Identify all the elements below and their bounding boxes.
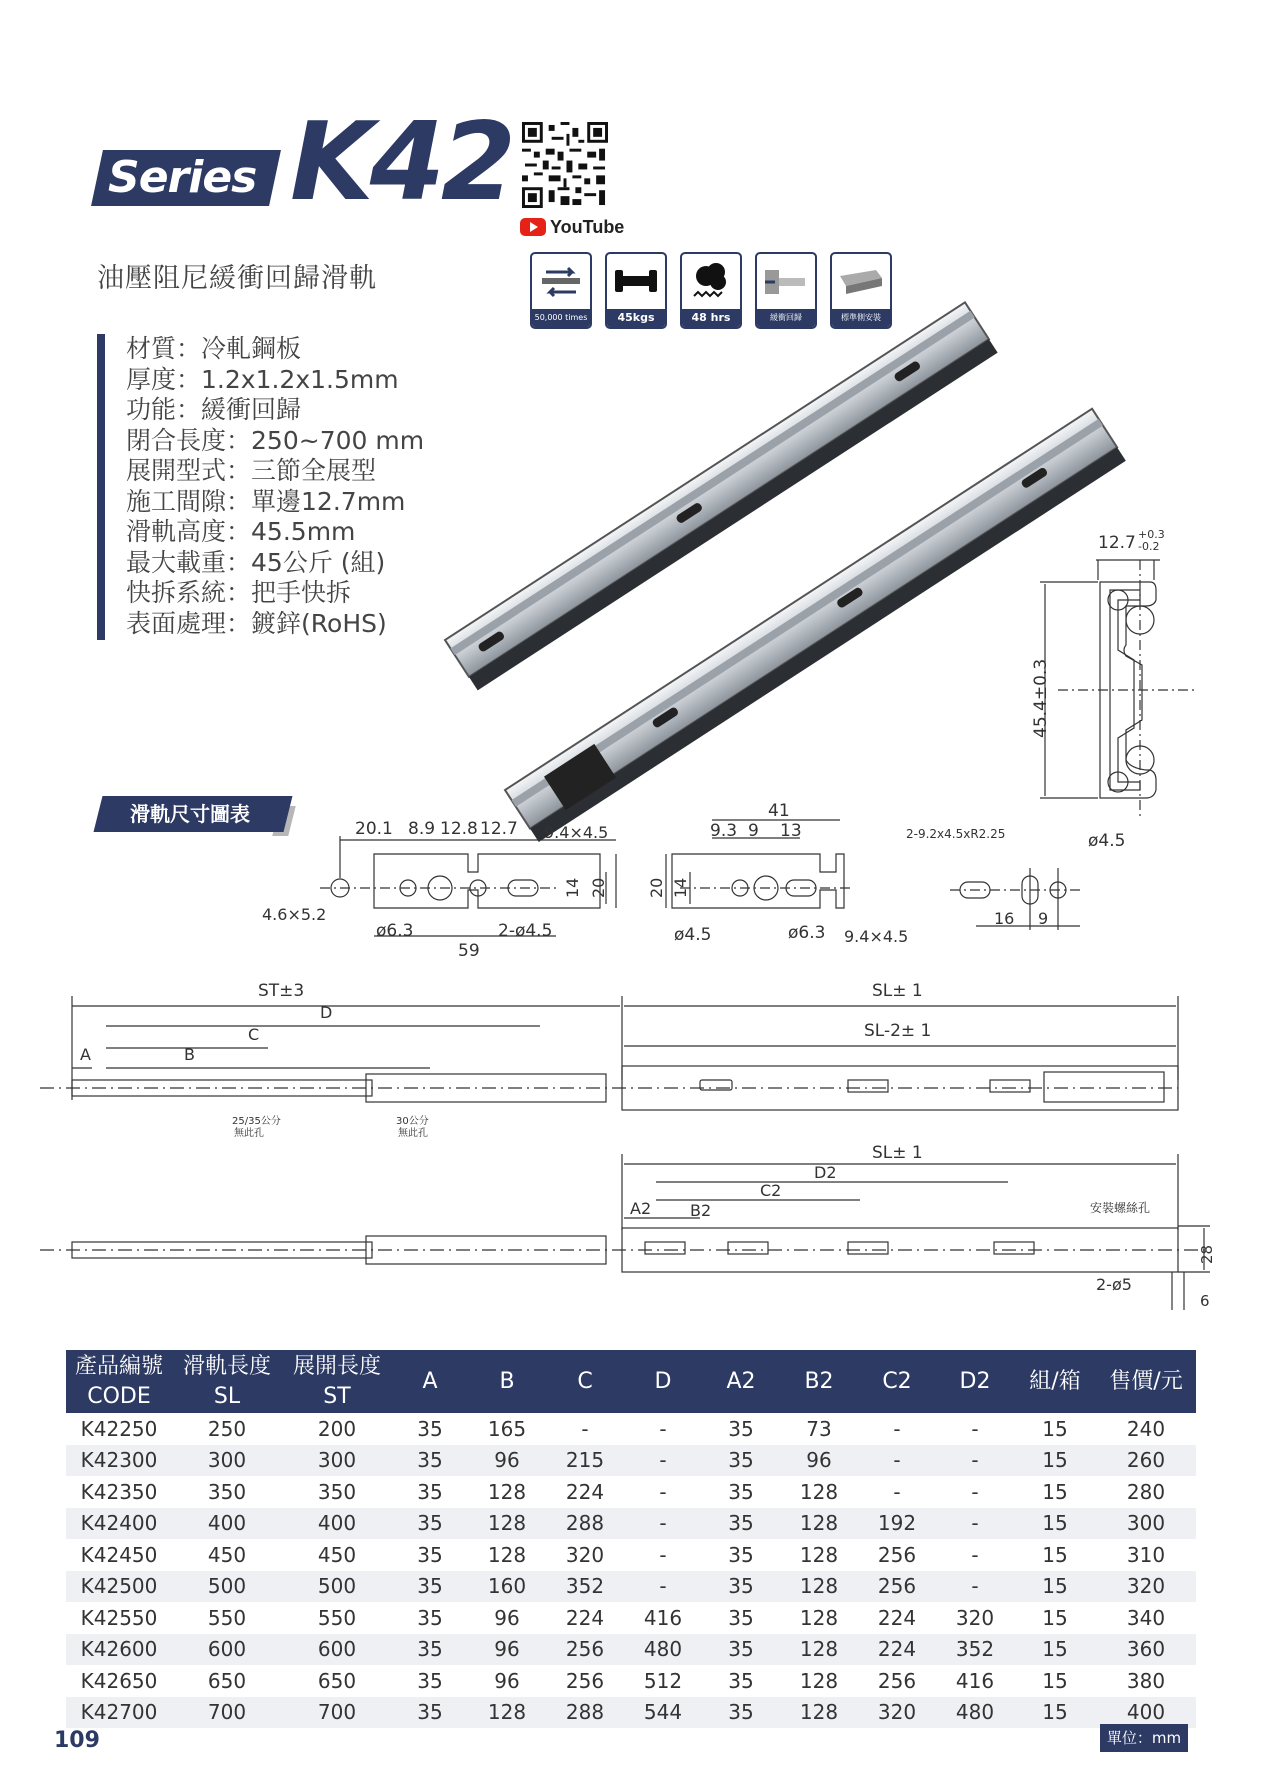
table-cell: 500 [172, 1571, 282, 1603]
dim-a-label: A [80, 1045, 91, 1064]
table-cell: 340 [1126, 1605, 1166, 1630]
table-cell: 600 [282, 1634, 392, 1666]
table-cell: 480 [936, 1697, 1014, 1729]
table-cell: K42450 [80, 1542, 158, 1567]
table-cell: 35 [728, 1479, 754, 1504]
col-d: D [624, 1350, 702, 1413]
note-2535-line1: 25/35公分 [232, 1116, 281, 1127]
dim-16: 16 [994, 909, 1015, 928]
table-cell: 200 [317, 1416, 357, 1441]
note-30-line2: 無此孔 [398, 1128, 428, 1139]
feature-label: 標準側安裝 [832, 309, 890, 327]
table-cell: 280 [1126, 1479, 1166, 1504]
table-cell: K42600 [66, 1634, 172, 1666]
table-cell: 224 [565, 1479, 605, 1504]
table-cell: 128 [468, 1508, 546, 1540]
mount-hole-label: 安裝螺絲孔 [1090, 1201, 1151, 1215]
table-cell: 300 [1096, 1508, 1196, 1540]
table-cell: - [936, 1571, 1014, 1603]
table-cell: 544 [624, 1697, 702, 1729]
page-number: 109 [54, 1728, 100, 1753]
dim-8-9: 8.9 [408, 819, 436, 839]
dim-12-7: 12.7 [480, 819, 518, 839]
dim-4-5-a: ø4.5 [674, 925, 712, 945]
table-cell: 35 [702, 1445, 780, 1477]
table-cell: 35 [728, 1542, 754, 1567]
table-cell: 400 [282, 1508, 392, 1540]
col-c2: C2 [858, 1350, 936, 1413]
slide-rail-photo [445, 302, 1126, 842]
table-cell: 650 [317, 1668, 357, 1693]
table-cell: 256 [858, 1571, 936, 1603]
table-cell: - [936, 1445, 1014, 1477]
table-cell: 15 [1042, 1605, 1068, 1630]
dim-2-4-5: 2-ø4.5 [498, 921, 553, 941]
dim-20-b: 20 [647, 877, 666, 898]
table-cell: 35 [392, 1508, 468, 1540]
table-cell: 310 [1126, 1542, 1166, 1567]
note-2535-line2: 無此孔 [234, 1128, 264, 1139]
table-row [66, 1413, 1196, 1445]
dim-2-9-2: 2-9.2x4.5xR2.25 [906, 827, 1006, 841]
table-cell: 380 [1126, 1668, 1166, 1693]
table-cell: - [659, 1479, 667, 1504]
closed-slide-drawing [40, 1154, 1210, 1310]
table-cell: 128 [799, 1605, 839, 1630]
dim-4-6: 4.6×5.2 [262, 905, 327, 924]
spec-row: 閉合長度：250~700 mm [126, 425, 425, 455]
table-cell: - [581, 1416, 589, 1441]
table-cell: - [858, 1445, 936, 1477]
table-cell: 700 [172, 1697, 282, 1729]
spec-row: 快拆系統：把手快拆 [126, 578, 352, 607]
table-cell: 160 [468, 1571, 546, 1603]
table-row [66, 1571, 1196, 1603]
dim-slot-2: 9.4×4.5 [844, 927, 909, 946]
spec-row: 厚度：1.2x1.2x1.5mm [126, 364, 399, 394]
table-cell: 35 [392, 1697, 468, 1729]
spec-row: 材質：冷軋鋼板 [126, 334, 302, 363]
table-cell: 360 [1096, 1634, 1196, 1666]
dim-6: 6 [1200, 1292, 1210, 1310]
table-body [66, 1413, 1196, 1728]
col-d2: D2 [936, 1350, 1014, 1413]
table-cell: - [971, 1416, 979, 1441]
feature-label: 緩衝回歸 [757, 309, 815, 327]
table-cell: 352 [936, 1634, 1014, 1666]
table-cell: K42250 [80, 1416, 158, 1441]
table-cell: 192 [858, 1508, 936, 1540]
table-cell: 35 [417, 1479, 443, 1504]
note-30-line1: 30公分 [396, 1116, 429, 1127]
table-cell: K42300 [66, 1445, 172, 1477]
table-cell: 215 [546, 1445, 624, 1477]
dim-4-5-b: ø4.5 [1088, 831, 1126, 851]
table-cell: 15 [1042, 1479, 1068, 1504]
table-cell: 128 [799, 1668, 839, 1693]
table-row [66, 1508, 1196, 1540]
table-cell: 224 [858, 1634, 936, 1666]
table-row [66, 1634, 1196, 1666]
table-cell: 35 [702, 1571, 780, 1603]
dim-14-b: 14 [671, 877, 690, 898]
table-cell: 96 [494, 1668, 520, 1693]
spec-row: 表面處理：鍍鋅(RoHS) [126, 608, 387, 638]
rail-cross-section [1040, 560, 1196, 820]
table-cell: 450 [317, 1542, 357, 1567]
table-row [66, 1665, 1196, 1697]
table-cell: 250 [207, 1416, 247, 1441]
table-cell: 128 [468, 1697, 546, 1729]
col-a2: A2 [702, 1350, 780, 1413]
table-cell: 15 [1042, 1668, 1068, 1693]
dim-9-b: 9 [1038, 909, 1049, 928]
col-price: 售價/元 [1096, 1350, 1196, 1413]
dim-2-5: 2-ø5 [1096, 1275, 1132, 1294]
table-cell: - [624, 1508, 702, 1540]
youtube-label: YouTube [550, 216, 625, 237]
table-cell: 165 [487, 1416, 527, 1441]
table-cell: 35 [392, 1445, 468, 1477]
table-cell: 128 [487, 1479, 527, 1504]
table-cell: - [624, 1445, 702, 1477]
dim-sl-2: SL-2± 1 [864, 1021, 932, 1041]
table-cell: 224 [565, 1605, 605, 1630]
table-cell: 35 [702, 1634, 780, 1666]
table-cell: 650 [207, 1668, 247, 1693]
extended-slide-drawing [40, 996, 1178, 1110]
table-row [66, 1476, 1196, 1508]
table-cell: 128 [799, 1542, 839, 1567]
dim-b2: B2 [690, 1201, 712, 1220]
table-cell: K42550 [80, 1605, 158, 1630]
table-cell: 128 [780, 1508, 858, 1540]
table-cell: 15 [1042, 1416, 1068, 1441]
dim-b-label: B [184, 1045, 195, 1064]
table-cell: 35 [728, 1668, 754, 1693]
table-cell: - [936, 1508, 1014, 1540]
dim-9: 9 [748, 821, 759, 841]
table-cell: K42350 [80, 1479, 158, 1504]
dim-c-label: C [248, 1025, 260, 1044]
table-row [66, 1539, 1196, 1571]
table-cell: 288 [546, 1508, 624, 1540]
dim-59: 59 [458, 941, 480, 961]
table-row [66, 1602, 1196, 1634]
table-cell: 416 [643, 1605, 683, 1630]
table-cell: 300 [282, 1445, 392, 1477]
dim-6-3-b: ø6.3 [788, 923, 826, 943]
table-cell: 450 [207, 1542, 247, 1567]
table-cell: 15 [1014, 1571, 1096, 1603]
col-c: C [546, 1350, 624, 1413]
model-title: K42 [290, 100, 512, 225]
table-cell: 320 [858, 1697, 936, 1729]
table-row [66, 1445, 1196, 1477]
table-cell: 400 [172, 1508, 282, 1540]
table-cell: 73 [806, 1416, 832, 1441]
table-row [66, 1697, 1196, 1729]
spec-row: 最大載重：45公斤 (組) [126, 547, 386, 577]
table-cell: 256 [565, 1668, 605, 1693]
table-cell: 224 [877, 1605, 917, 1630]
profile-height: 45.4±0.3 [1031, 658, 1051, 738]
dim-d-label: D [320, 1003, 333, 1022]
table-cell: 352 [546, 1571, 624, 1603]
table-cell: 35 [392, 1634, 468, 1666]
feature-label: 50,000 times [532, 309, 590, 327]
table-cell: 15 [1042, 1542, 1068, 1567]
section-label: 滑軌尺寸圖表 [130, 802, 250, 826]
table-cell: 288 [546, 1697, 624, 1729]
dim-a2: A2 [630, 1199, 652, 1218]
table-cell: 15 [1014, 1697, 1096, 1729]
table-cell: 128 [487, 1542, 527, 1567]
table-cell: - [971, 1479, 979, 1504]
spec-table [66, 1350, 1196, 1728]
dim-13: 13 [780, 821, 802, 841]
table-cell: - [971, 1542, 979, 1567]
dim-d2: D2 [814, 1163, 837, 1182]
table-cell: 15 [1014, 1445, 1096, 1477]
col-code: 產品編號 CODE [66, 1350, 172, 1413]
table-cell: 35 [702, 1508, 780, 1540]
table-cell: 600 [172, 1634, 282, 1666]
dim-20-a: 20 [589, 877, 608, 898]
table-cell: 96 [468, 1445, 546, 1477]
spec-row: 展開型式：三節全展型 [126, 456, 377, 485]
profile-tol-minus: -0.2 [1138, 540, 1160, 553]
table-cell: 256 [546, 1634, 624, 1666]
dim-6-3-a: ø6.3 [376, 921, 414, 941]
table-cell: 700 [282, 1697, 392, 1729]
table-cell: K42400 [66, 1508, 172, 1540]
table-cell: 128 [780, 1634, 858, 1666]
spec-row: 功能：緩衝回歸 [126, 395, 302, 424]
table-cell: 260 [1096, 1445, 1196, 1477]
table-cell: 35 [702, 1697, 780, 1729]
dim-st: ST±3 [258, 981, 305, 1001]
table-cell: 128 [780, 1697, 858, 1729]
table-cell: - [659, 1542, 667, 1567]
dim-20-1: 20.1 [355, 819, 393, 839]
profile-tol-plus: +0.3 [1138, 528, 1165, 541]
table-cell: 416 [955, 1668, 995, 1693]
dim-sl: SL± 1 [872, 981, 923, 1001]
table-cell: 35 [728, 1605, 754, 1630]
col-st: 展開長度 ST [282, 1350, 392, 1413]
table-cell: - [893, 1416, 901, 1441]
dim-12-8: 12.8 [440, 819, 478, 839]
table-cell: 320 [565, 1542, 605, 1567]
table-cell: 96 [468, 1634, 546, 1666]
dim-sl-b: SL± 1 [872, 1143, 923, 1163]
table-cell: 480 [624, 1634, 702, 1666]
product-subtitle: 油壓阻尼緩衝回歸滑軌 [97, 263, 377, 294]
table-cell: 500 [282, 1571, 392, 1603]
table-cell: 96 [494, 1605, 520, 1630]
table-cell: 550 [317, 1605, 357, 1630]
col-sl: 滑軌長度 SL [172, 1350, 282, 1413]
table-cell: 512 [643, 1668, 683, 1693]
col-b2: B2 [780, 1350, 858, 1413]
table-cell: 256 [877, 1668, 917, 1693]
table-cell: - [659, 1416, 667, 1441]
feature-label: 48 hrs [682, 309, 740, 327]
feature-label: 45kgs [607, 309, 665, 327]
table-cell: - [893, 1479, 901, 1504]
table-cell: 35 [417, 1605, 443, 1630]
hole-detail-slot [950, 868, 1080, 930]
table-cell: K42500 [66, 1571, 172, 1603]
table-cell: - [624, 1571, 702, 1603]
table-cell: 300 [172, 1445, 282, 1477]
table-cell: 350 [207, 1479, 247, 1504]
col-a: A [392, 1350, 468, 1413]
col-per-box: 組/箱 [1014, 1350, 1096, 1413]
dim-41: 41 [768, 801, 790, 821]
table-cell: 35 [417, 1542, 443, 1567]
table-cell: 35 [417, 1416, 443, 1441]
table-cell: 320 [955, 1605, 995, 1630]
table-cell: 320 [1096, 1571, 1196, 1603]
table-cell: 350 [317, 1479, 357, 1504]
table-cell: 35 [728, 1416, 754, 1441]
table-header-row [66, 1350, 1196, 1413]
table-cell: K42650 [80, 1668, 158, 1693]
table-cell: 96 [780, 1445, 858, 1477]
dim-28: 28 [1198, 1244, 1216, 1264]
dim-14-a: 14 [563, 877, 582, 898]
dim-slot-1: 9.4×4.5 [544, 823, 609, 842]
table-cell: 128 [780, 1571, 858, 1603]
table-cell: 15 [1014, 1634, 1096, 1666]
table-cell: K42700 [66, 1697, 172, 1729]
table-cell: 550 [207, 1605, 247, 1630]
unit-badge: 單位：mm [1100, 1724, 1188, 1752]
col-b: B [468, 1350, 546, 1413]
spec-row: 滑軌高度：45.5mm [126, 517, 356, 546]
profile-width: 12.7 [1098, 533, 1136, 553]
dim-9-3: 9.3 [710, 821, 738, 841]
table-cell: 35 [392, 1571, 468, 1603]
table-cell: 35 [417, 1668, 443, 1693]
table-cell: 240 [1126, 1416, 1166, 1441]
series-label: Series [108, 152, 257, 203]
table-cell: 15 [1014, 1508, 1096, 1540]
dim-c2: C2 [760, 1181, 782, 1200]
table-cell: 400 [1096, 1697, 1196, 1729]
table-cell: 128 [799, 1479, 839, 1504]
spec-row: 施工間隙：單邊12.7mm [126, 486, 406, 516]
table-cell: 256 [877, 1542, 917, 1567]
